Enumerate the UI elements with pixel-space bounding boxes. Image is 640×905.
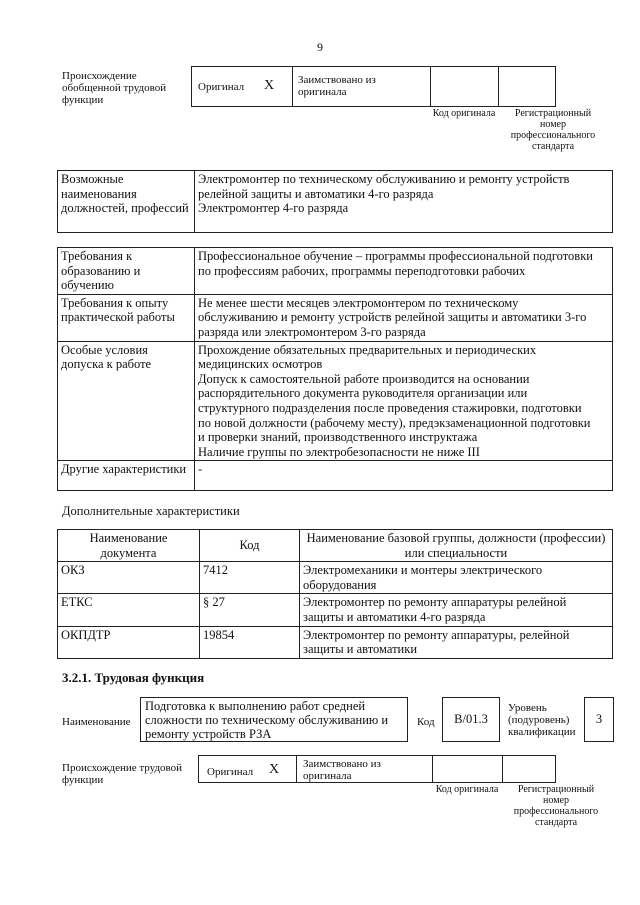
- page-number: 9: [317, 40, 323, 54]
- other-line: -: [198, 462, 203, 477]
- code-original-caption: Код оригинала: [432, 108, 496, 119]
- table-row: [58, 294, 613, 341]
- admission-value: [195, 341, 613, 461]
- admission-line: по новой должности (рабочему месту), предэкзаменационной подготовки: [198, 415, 591, 430]
- code-original2-caption: Код оригинала: [435, 784, 499, 795]
- header-document: Наименование документа: [58, 530, 200, 562]
- experience-line: разряда или электромонтером 3-го разряда: [198, 324, 426, 339]
- experience-label: Требования к опыту практической работы: [58, 294, 195, 341]
- function-code-label: Код: [417, 716, 435, 728]
- origin2-label: Происхождение трудовой функции: [62, 762, 183, 786]
- origin2-box: [198, 755, 556, 783]
- doc-cell: ЕТКС: [58, 594, 200, 626]
- education-line: по профессиям рабочих, программы переподготовки рабочих: [198, 263, 526, 278]
- origin-box: [191, 66, 556, 107]
- table-header-row: [58, 530, 613, 562]
- function-name-value: Подготовка к выполнению работ средней сложности по техническому обслуживанию и ремонту устройств РЗА: [140, 697, 408, 742]
- original-label: Оригинал: [198, 81, 245, 93]
- borrowed-label: Заимствовано из оригинала: [298, 74, 376, 98]
- education-label: Требования к образованию и обучению: [58, 248, 195, 295]
- experience-line: обслуживанию и ремонту устройств релейной защиты и автоматики 3-го: [198, 310, 587, 325]
- header-name: Наименование базовой группы, должности (профессии) или специальности: [300, 530, 613, 562]
- doc-cell: ОКЗ: [58, 562, 200, 594]
- other-value: [195, 461, 613, 491]
- doc-cell: ОКПДТР: [58, 626, 200, 658]
- function-code-value: B/01.3: [442, 697, 500, 742]
- code-cell: 19854: [200, 626, 300, 658]
- table-row: [58, 461, 613, 491]
- original2-label: Оригинал: [207, 766, 254, 778]
- positions-label: Возможные наименования должностей, профессий: [58, 171, 195, 233]
- header-code: Код: [200, 530, 300, 562]
- other-label: Другие характеристики: [58, 461, 195, 491]
- name-cell: Электромонтер по ремонту аппаратуры, релейной защиты и автоматики: [300, 626, 613, 658]
- experience-line: Не менее шести месяцев электромонтером по техническому: [198, 295, 519, 310]
- name-cell: Электромонтер по ремонту аппаратуры релейной защиты и автоматики 4-го разряда: [300, 594, 613, 626]
- function-name-label: Наименование: [62, 716, 131, 728]
- name-cell: Электромеханики и монтеры электрического оборудования: [300, 562, 613, 594]
- qualification-level-value: 3: [584, 697, 614, 742]
- qualification-level-label: Уровень (подуровень) квалификации: [508, 702, 576, 738]
- additional-title: Дополнительные характеристики: [62, 504, 240, 518]
- reg-number2-caption: Регистрационный номер профессионального стандарта: [513, 784, 599, 828]
- function-title: 3.2.1. Трудовая функция: [62, 670, 205, 685]
- admission-line: Допуск к самостоятельной работе производится на основании: [198, 371, 530, 386]
- admission-line: Наличие группы по электробезопасности не ниже III: [198, 444, 480, 459]
- admission-line: и проверки знаний, производственного инструктажа: [198, 430, 478, 445]
- education-value: [195, 248, 613, 295]
- positions-line: Электромонтер по техническому обслуживанию и ремонту устройств: [198, 172, 570, 186]
- original2-mark: X: [269, 762, 280, 777]
- origin-label: Происхождение обобщенной трудовой функции: [62, 70, 167, 106]
- admission-line: медицинских осмотров: [198, 357, 323, 372]
- admission-line: Прохождение обязательных предварительных и периодических: [198, 342, 537, 357]
- table-row: [58, 341, 613, 461]
- positions-line: Электромонтер 4-го разряда: [198, 201, 349, 216]
- admission-line: структурного подразделения после проведения стажировки, подготовки: [198, 400, 582, 415]
- experience-value: [195, 294, 613, 341]
- original-mark: X: [264, 78, 275, 93]
- table-row: [58, 248, 613, 295]
- requirements-table: [57, 247, 613, 491]
- education-line: Профессиональное обучение – программы профессиональной подготовки: [198, 249, 593, 263]
- table-row: [58, 562, 613, 594]
- positions-table: [57, 170, 613, 233]
- code-cell: 7412: [200, 562, 300, 594]
- borrowed2-label: Заимствовано из оригинала: [303, 758, 381, 782]
- table-row: [58, 626, 613, 658]
- admission-label: Особые условия допуска к работе: [58, 341, 195, 461]
- table-row: [58, 594, 613, 626]
- code-cell: § 27: [200, 594, 300, 626]
- additional-table: [57, 529, 613, 659]
- admission-line: распорядительного документа руководителя организации или: [198, 386, 528, 401]
- positions-value: [195, 171, 613, 233]
- reg-number-caption: Регистрационный номер профессионального стандарта: [510, 108, 596, 152]
- positions-line: релейной защиты и автоматики 4-го разряда: [198, 186, 434, 201]
